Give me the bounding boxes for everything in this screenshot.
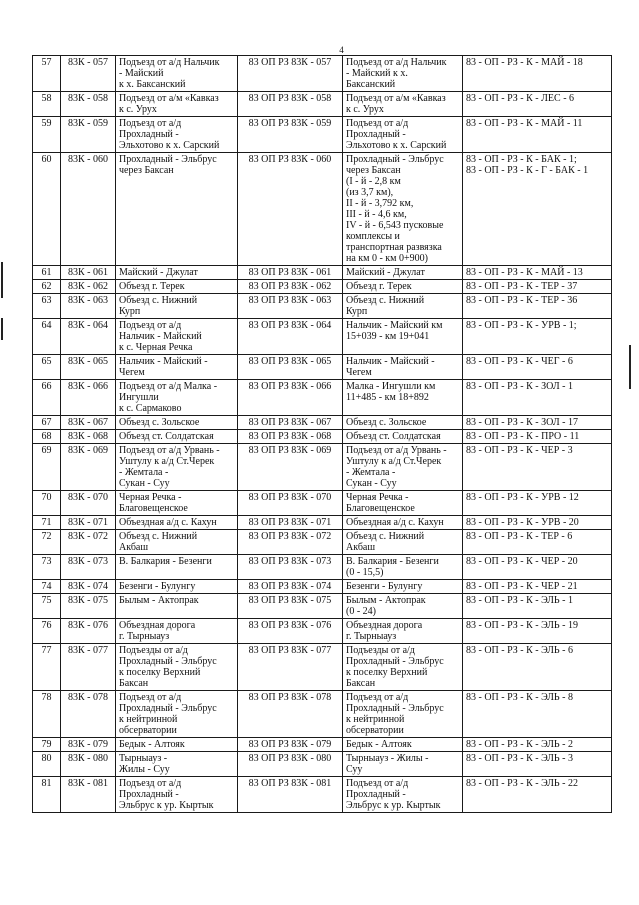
row-number: 58 — [33, 92, 61, 117]
table-row — [33, 580, 612, 594]
page-number: 4 — [339, 45, 344, 55]
roads-table-body — [33, 56, 612, 813]
registration-number: 83 ОП РЗ 83К - 077 — [238, 644, 343, 691]
identification-number: 83 - ОП - РЗ - К - ЭЛЬ - 19 — [463, 619, 612, 644]
identification-number: 83 - ОП - РЗ - К - УРВ - 1; — [463, 319, 612, 355]
registration-number: 83 ОП РЗ 83К - 059 — [238, 117, 343, 153]
row-number: 71 — [33, 516, 61, 530]
road-code: 83К - 057 — [61, 56, 116, 92]
identification-number: 83 - ОП - РЗ - К - ЭЛЬ - 2 — [463, 738, 612, 752]
row-number: 61 — [33, 266, 61, 280]
road-name-detailed: Объезд г. Терек — [343, 280, 463, 294]
road-name: Подъезд от а/м «Кавказ к с. Урух — [116, 92, 238, 117]
table-row — [33, 444, 612, 491]
table-row — [33, 319, 612, 355]
road-name-detailed: Объезд ст. Солдатская — [343, 430, 463, 444]
row-number: 69 — [33, 444, 61, 491]
registration-number: 83 ОП РЗ 83К - 068 — [238, 430, 343, 444]
road-code: 83К - 073 — [61, 555, 116, 580]
road-name: Подъезд от а/д Малка - Ингушли к с. Сармаково — [116, 380, 238, 416]
registration-number: 83 ОП РЗ 83К - 062 — [238, 280, 343, 294]
road-code: 83К - 077 — [61, 644, 116, 691]
identification-number: 83 - ОП - РЗ - К - ЭЛЬ - 6 — [463, 644, 612, 691]
road-name: Былым - Актопрак — [116, 594, 238, 619]
road-name: Объезд г. Терек — [116, 280, 238, 294]
table-row — [33, 491, 612, 516]
registration-number: 83 ОП РЗ 83К - 071 — [238, 516, 343, 530]
road-name: Объезд ст. Солдатская — [116, 430, 238, 444]
identification-number: 83 - ОП - РЗ - К - ЛЕС - 6 — [463, 92, 612, 117]
table-row — [33, 380, 612, 416]
road-name-detailed: Подъезд от а/д Нальчик - Майский к х. Баксанский — [343, 56, 463, 92]
row-number: 75 — [33, 594, 61, 619]
table-row — [33, 691, 612, 738]
identification-number: 83 - ОП - РЗ - К - МАЙ - 13 — [463, 266, 612, 280]
road-name: Подъезд от а/д Нальчик - Майский к х. Баксанский — [116, 56, 238, 92]
row-number: 74 — [33, 580, 61, 594]
road-name-detailed: Объезд с. Нижний Курп — [343, 294, 463, 319]
table-row — [33, 555, 612, 580]
road-name: Подъезд от а/д Урвань - Уштулу к а/д Ст.Черек - Жемтала - Сукан - Суу — [116, 444, 238, 491]
road-name: Подъезд от а/д Прохладный - Эльхотово к х. Сарский — [116, 117, 238, 153]
road-code: 83К - 081 — [61, 777, 116, 813]
road-name: Бедык - Алтояк — [116, 738, 238, 752]
road-code: 83К - 060 — [61, 153, 116, 266]
road-name: Черная Речка - Благовещенское — [116, 491, 238, 516]
row-number: 65 — [33, 355, 61, 380]
registration-number: 83 ОП РЗ 83К - 081 — [238, 777, 343, 813]
registration-number: 83 ОП РЗ 83К - 080 — [238, 752, 343, 777]
table-row — [33, 644, 612, 691]
identification-number: 83 - ОП - РЗ - К - ЗОЛ - 1 — [463, 380, 612, 416]
identification-number: 83 - ОП - РЗ - К - ЭЛЬ - 8 — [463, 691, 612, 738]
row-number: 64 — [33, 319, 61, 355]
road-name-detailed: Объездная а/д с. Кахун — [343, 516, 463, 530]
road-code: 83К - 080 — [61, 752, 116, 777]
identification-number: 83 - ОП - РЗ - К - ЗОЛ - 17 — [463, 416, 612, 430]
table-row — [33, 752, 612, 777]
road-name-detailed: Бедык - Алтояк — [343, 738, 463, 752]
road-name: Объезд с. Зольское — [116, 416, 238, 430]
road-code: 83К - 064 — [61, 319, 116, 355]
identification-number: 83 - ОП - РЗ - К - МАЙ - 11 — [463, 117, 612, 153]
registration-number: 83 ОП РЗ 83К - 078 — [238, 691, 343, 738]
road-code: 83К - 071 — [61, 516, 116, 530]
registration-number: 83 ОП РЗ 83К - 076 — [238, 619, 343, 644]
identification-number: 83 - ОП - РЗ - К - ПРО - 11 — [463, 430, 612, 444]
road-name: Майский - Джулат — [116, 266, 238, 280]
row-number: 78 — [33, 691, 61, 738]
road-name-detailed: В. Балкария - Безенги (0 - 15,5) — [343, 555, 463, 580]
registration-number: 83 ОП РЗ 83К - 069 — [238, 444, 343, 491]
road-code: 83К - 069 — [61, 444, 116, 491]
road-name: Безенги - Булунгу — [116, 580, 238, 594]
identification-number: 83 - ОП - РЗ - К - УРВ - 12 — [463, 491, 612, 516]
registration-number: 83 ОП РЗ 83К - 073 — [238, 555, 343, 580]
registration-number: 83 ОП РЗ 83К - 074 — [238, 580, 343, 594]
registration-number: 83 ОП РЗ 83К - 070 — [238, 491, 343, 516]
road-name-detailed: Подъезд от а/д Прохладный - Эльхотово к х. Сарский — [343, 117, 463, 153]
identification-number: 83 - ОП - РЗ - К - ЭЛЬ - 3 — [463, 752, 612, 777]
road-code: 83К - 067 — [61, 416, 116, 430]
road-name-detailed: Объездная дорога г. Тырныауз — [343, 619, 463, 644]
road-name-detailed: Подъезд от а/д Прохладный - Эльбрус к ур. Кыртык — [343, 777, 463, 813]
identification-number: 83 - ОП - РЗ - К - БАК - 1; 83 - ОП - РЗ - К - Г - БАК - 1 — [463, 153, 612, 266]
road-name: Тырныауз - Жилы - Суу — [116, 752, 238, 777]
identification-number: 83 - ОП - РЗ - К - ЧЕР - 21 — [463, 580, 612, 594]
registration-number: 83 ОП РЗ 83К - 072 — [238, 530, 343, 555]
registration-number: 83 ОП РЗ 83К - 058 — [238, 92, 343, 117]
registration-number: 83 ОП РЗ 83К - 065 — [238, 355, 343, 380]
table-row — [33, 777, 612, 813]
table-row — [33, 430, 612, 444]
road-name-detailed: Подъезд от а/д Урвань - Уштулу к а/д Ст.Черек - Жемтала - Сукан - Суу — [343, 444, 463, 491]
road-name: Объездная дорога г. Тырныауз — [116, 619, 238, 644]
identification-number: 83 - ОП - РЗ - К - ЧЕГ - 6 — [463, 355, 612, 380]
scan-margin-mark — [1, 262, 3, 298]
road-name-detailed: Прохладный - Эльбрус через Баксан (I - й - 2,8 км (из 3,7 км), II - й - 3,792 км, III - й - 4,6 км, IV - й - 6,543 пусковые комплексы и транспортная развязка на км 0 - км 0+900) — [343, 153, 463, 266]
table-row — [33, 266, 612, 280]
road-code: 83К - 059 — [61, 117, 116, 153]
table-row — [33, 516, 612, 530]
identification-number: 83 - ОП - РЗ - К - ТЕР - 36 — [463, 294, 612, 319]
road-code: 83К - 061 — [61, 266, 116, 280]
row-number: 60 — [33, 153, 61, 266]
road-code: 83К - 062 — [61, 280, 116, 294]
row-number: 72 — [33, 530, 61, 555]
identification-number: 83 - ОП - РЗ - К - ЧЕР - 20 — [463, 555, 612, 580]
row-number: 67 — [33, 416, 61, 430]
road-name: Нальчик - Майский - Чегем — [116, 355, 238, 380]
row-number: 57 — [33, 56, 61, 92]
road-code: 83К - 075 — [61, 594, 116, 619]
table-row — [33, 280, 612, 294]
row-number: 73 — [33, 555, 61, 580]
road-name: Подъезд от а/д Прохладный - Эльбрус к нейтринной обсерватории — [116, 691, 238, 738]
road-code: 83К - 078 — [61, 691, 116, 738]
registration-number: 83 ОП РЗ 83К - 064 — [238, 319, 343, 355]
road-name: Объезд с. Нижний Курп — [116, 294, 238, 319]
road-name: Прохладный - Эльбрус через Баксан — [116, 153, 238, 266]
registration-number: 83 ОП РЗ 83К - 079 — [238, 738, 343, 752]
row-number: 66 — [33, 380, 61, 416]
table-row — [33, 56, 612, 92]
road-name: Подъезд от а/д Прохладный - Эльбрус к ур. Кыртык — [116, 777, 238, 813]
road-name-detailed: Нальчик - Майский - Чегем — [343, 355, 463, 380]
table-row — [33, 117, 612, 153]
road-code: 83К - 074 — [61, 580, 116, 594]
road-name-detailed: Подъезд от а/д Прохладный - Эльбрус к нейтринной обсерватории — [343, 691, 463, 738]
registration-number: 83 ОП РЗ 83К - 061 — [238, 266, 343, 280]
identification-number: 83 - ОП - РЗ - К - УРВ - 20 — [463, 516, 612, 530]
road-name-detailed: Малка - Ингушли км 11+485 - км 18+892 — [343, 380, 463, 416]
road-code: 83К - 066 — [61, 380, 116, 416]
road-name-detailed: Черная Речка - Благовещенское — [343, 491, 463, 516]
road-name: Объездная а/д с. Кахун — [116, 516, 238, 530]
table-row — [33, 530, 612, 555]
road-name-detailed: Былым - Актопрак (0 - 24) — [343, 594, 463, 619]
row-number: 70 — [33, 491, 61, 516]
road-name: Подъезды от а/д Прохладный - Эльбрус к поселку Верхний Баксан — [116, 644, 238, 691]
registration-number: 83 ОП РЗ 83К - 057 — [238, 56, 343, 92]
row-number: 76 — [33, 619, 61, 644]
road-code: 83К - 063 — [61, 294, 116, 319]
identification-number: 83 - ОП - РЗ - К - МАЙ - 18 — [463, 56, 612, 92]
scan-margin-mark — [1, 318, 3, 340]
registration-number: 83 ОП РЗ 83К - 067 — [238, 416, 343, 430]
table-row — [33, 153, 612, 266]
table-row — [33, 619, 612, 644]
road-code: 83К - 070 — [61, 491, 116, 516]
road-name-detailed: Объезд с. Зольское — [343, 416, 463, 430]
road-code: 83К - 076 — [61, 619, 116, 644]
scan-margin-mark — [629, 345, 631, 389]
row-number: 79 — [33, 738, 61, 752]
row-number: 81 — [33, 777, 61, 813]
table-row — [33, 738, 612, 752]
registration-number: 83 ОП РЗ 83К - 060 — [238, 153, 343, 266]
road-code: 83К - 065 — [61, 355, 116, 380]
row-number: 59 — [33, 117, 61, 153]
road-code: 83К - 058 — [61, 92, 116, 117]
identification-number: 83 - ОП - РЗ - К - ТЕР - 37 — [463, 280, 612, 294]
table-row — [33, 416, 612, 430]
roads-table — [32, 55, 612, 813]
row-number: 68 — [33, 430, 61, 444]
road-name: Объезд с. Нижний Акбаш — [116, 530, 238, 555]
table-row — [33, 594, 612, 619]
row-number: 80 — [33, 752, 61, 777]
row-number: 63 — [33, 294, 61, 319]
identification-number: 83 - ОП - РЗ - К - ЧЕР - 3 — [463, 444, 612, 491]
road-name-detailed: Нальчик - Майский км 15+039 - км 19+041 — [343, 319, 463, 355]
identification-number: 83 - ОП - РЗ - К - ТЕР - 6 — [463, 530, 612, 555]
road-name: Подъезд от а/д Нальчик - Майский к с. Черная Речка — [116, 319, 238, 355]
road-name-detailed: Майский - Джулат — [343, 266, 463, 280]
table-row — [33, 92, 612, 117]
road-code: 83К - 079 — [61, 738, 116, 752]
registration-number: 83 ОП РЗ 83К - 066 — [238, 380, 343, 416]
registration-number: 83 ОП РЗ 83К - 075 — [238, 594, 343, 619]
row-number: 77 — [33, 644, 61, 691]
table-row — [33, 294, 612, 319]
row-number: 62 — [33, 280, 61, 294]
road-name-detailed: Подъезд от а/м «Кавказ к с. Урух — [343, 92, 463, 117]
road-code: 83К - 072 — [61, 530, 116, 555]
road-code: 83К - 068 — [61, 430, 116, 444]
table-row — [33, 355, 612, 380]
road-name-detailed: Подъезды от а/д Прохладный - Эльбрус к поселку Верхний Баксан — [343, 644, 463, 691]
road-name: В. Балкария - Безенги — [116, 555, 238, 580]
road-name-detailed: Объезд с. Нижний Акбаш — [343, 530, 463, 555]
identification-number: 83 - ОП - РЗ - К - ЭЛЬ - 22 — [463, 777, 612, 813]
registration-number: 83 ОП РЗ 83К - 063 — [238, 294, 343, 319]
road-name-detailed: Тырныауз - Жилы - Суу — [343, 752, 463, 777]
identification-number: 83 - ОП - РЗ - К - ЭЛЬ - 1 — [463, 594, 612, 619]
road-name-detailed: Безенги - Булунгу — [343, 580, 463, 594]
